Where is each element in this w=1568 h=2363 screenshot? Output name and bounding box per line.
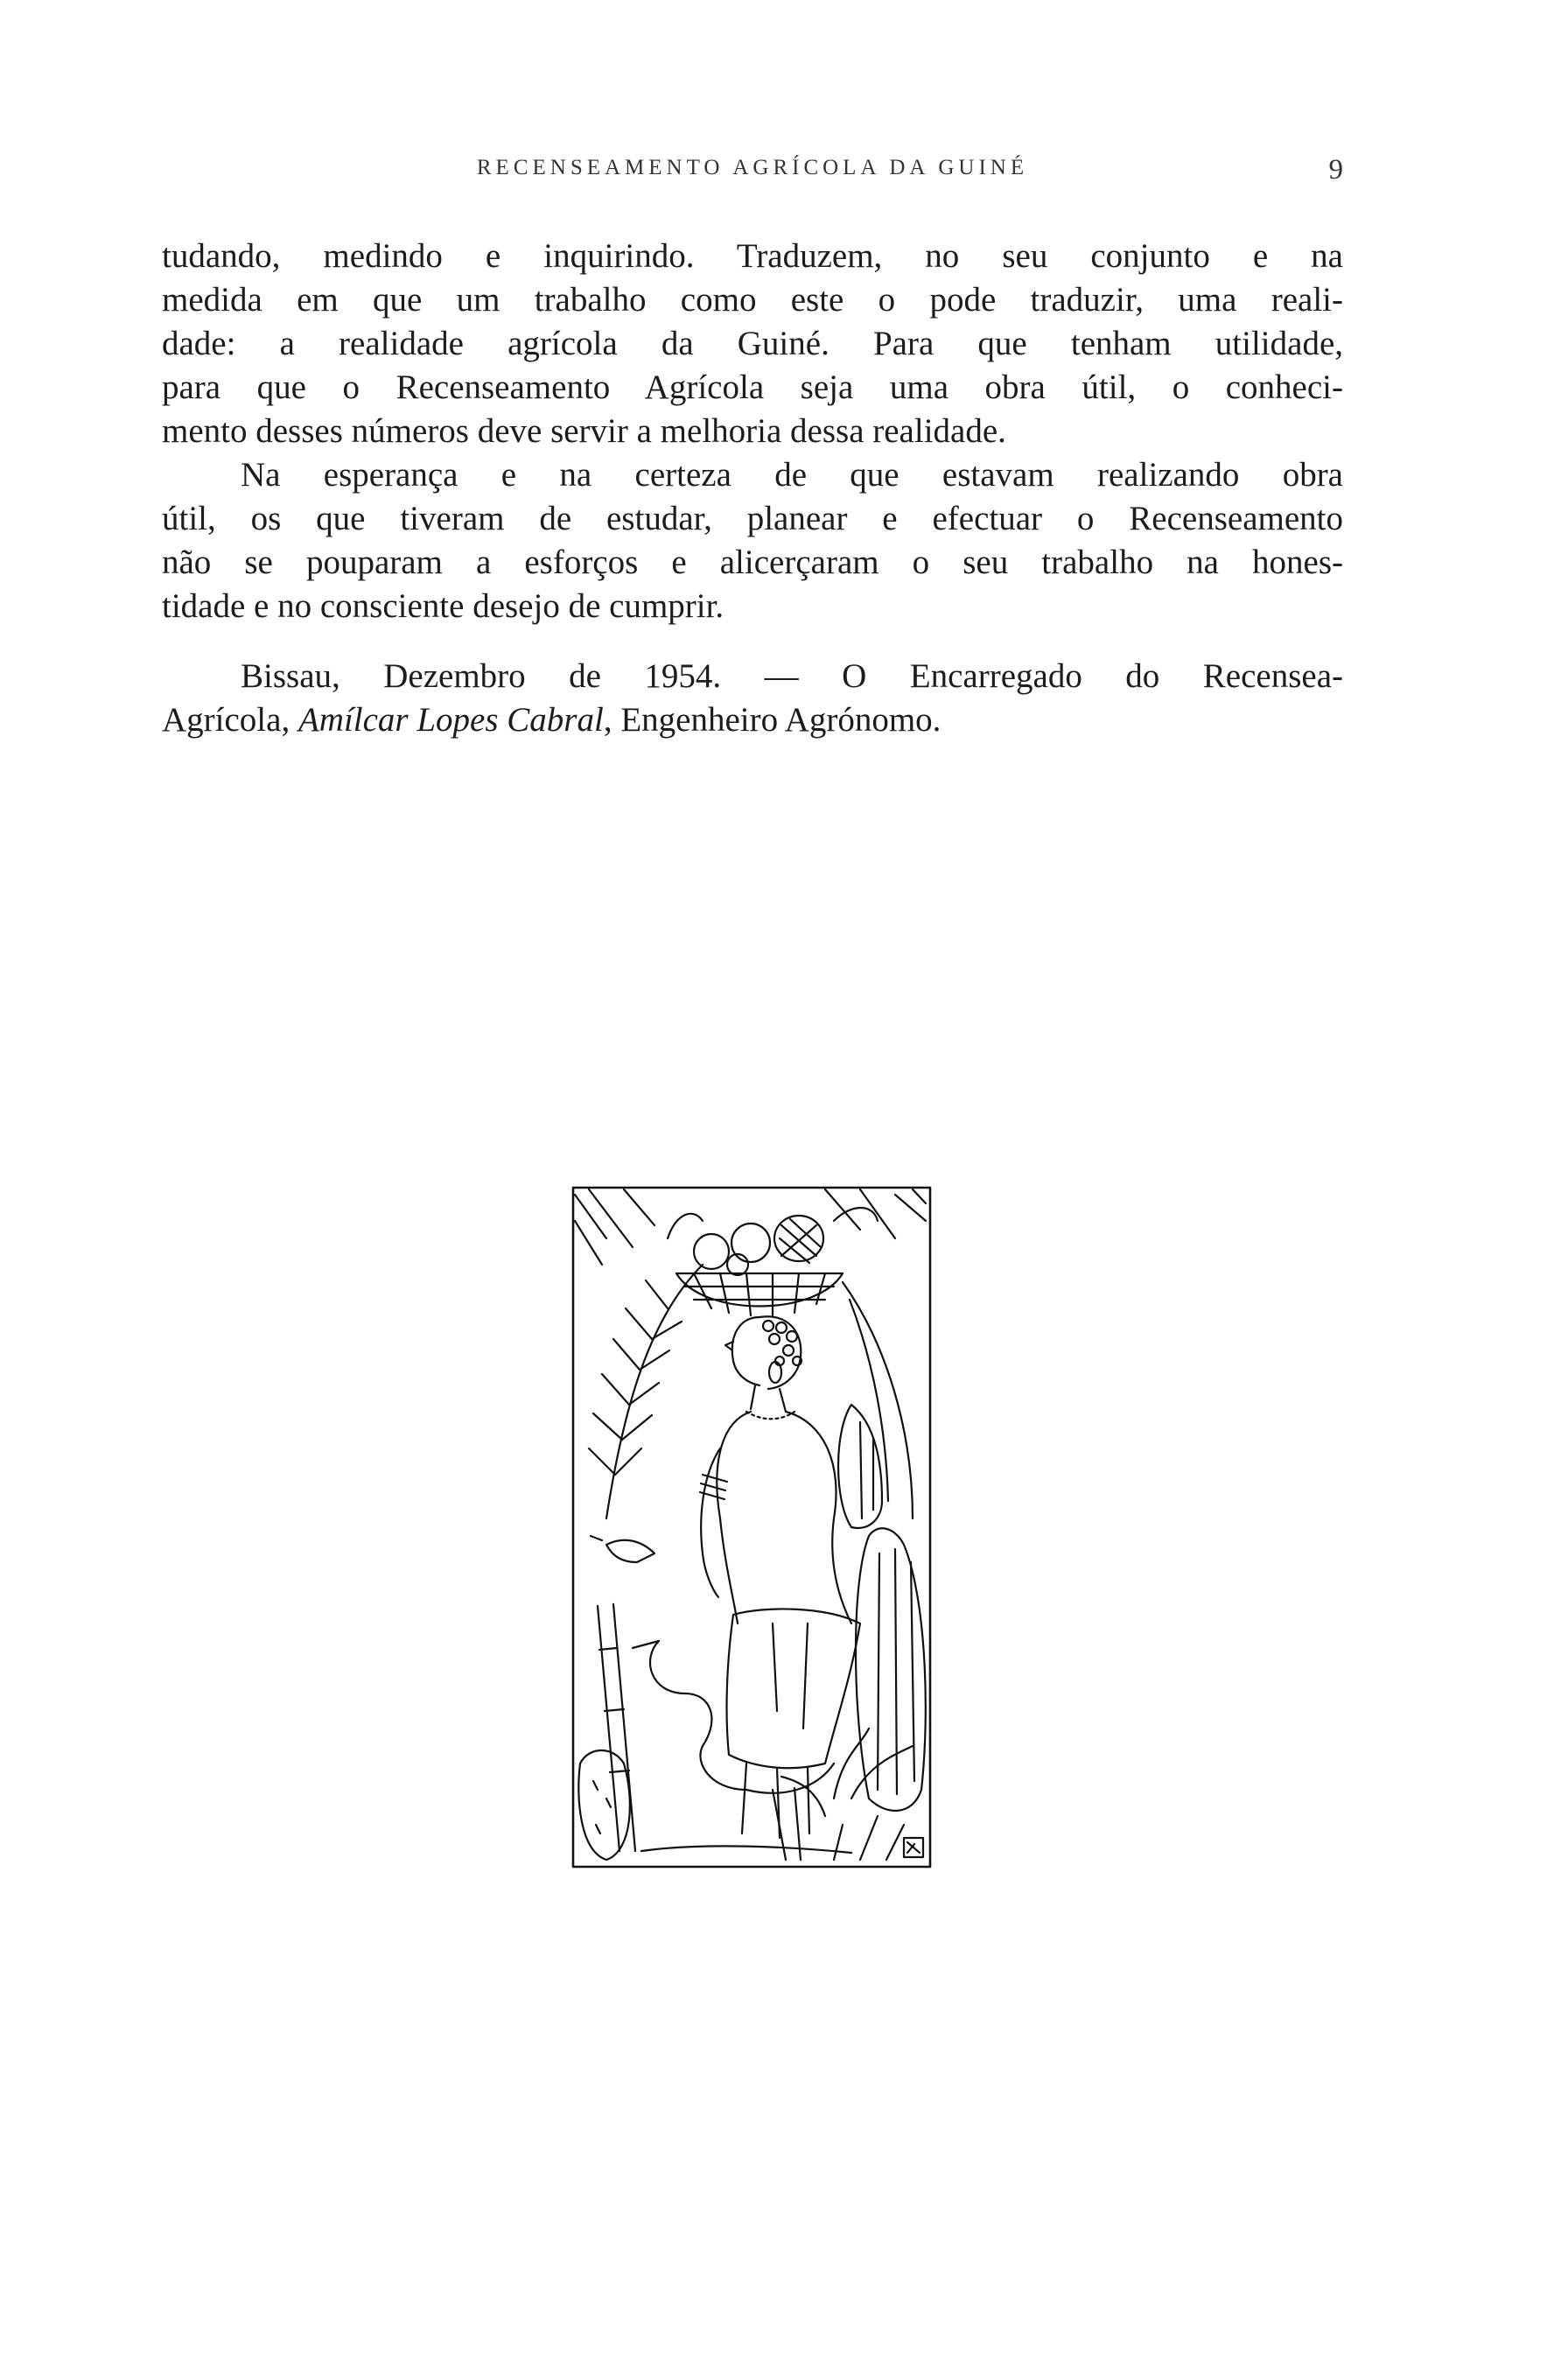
signatory-name: Amílcar Lopes Cabral [298,701,604,739]
signature-line [162,698,1343,742]
page-number: 9 [1328,154,1343,186]
running-title: RECENSEAMENTO AGRÍCOLA DA GUINÉ [476,156,1029,179]
signature-suffix: , Engenheiro Agrónomo. [603,701,942,739]
signature-block [162,655,1343,742]
paragraph-2 [162,453,1343,628]
text-line: medida em que um trabalho como este o pode traduzir, uma reali- [162,281,1343,319]
text-line: tudando, medindo e inquirindo. Traduzem, no seu conjunto e na [162,237,1343,275]
woodcut-woman-with-fruit-basket-icon [571,1186,932,1869]
text-line: dade: a realidade agrícola da Guiné. Para que tenham utilidade, [162,325,1343,362]
text-line: não se pouparam a esforços e alicerçaram o seu trabalho na hones- [162,543,1343,581]
signature-line: Bissau, Dezembro de 1954. — O Encarregado do Recensea- [241,657,1343,695]
signature-prefix: Agrícola, [162,701,298,739]
text-line: mento desses números deve servir a melhoria dessa realidade. [162,412,1006,450]
paragraph-1 [162,235,1343,453]
text-line: Na esperança e na certeza de que estavam realizando obra [241,456,1343,494]
text-line: tidade e no consciente desejo de cumprir. [162,587,724,625]
text-line: útil, os que tiveram de estudar, planear e efectuar o Recenseamento [162,500,1343,537]
text-line: para que o Recenseamento Agrícola seja uma obra útil, o conheci- [162,368,1343,406]
running-header [162,156,1343,191]
body-text [162,235,1343,742]
